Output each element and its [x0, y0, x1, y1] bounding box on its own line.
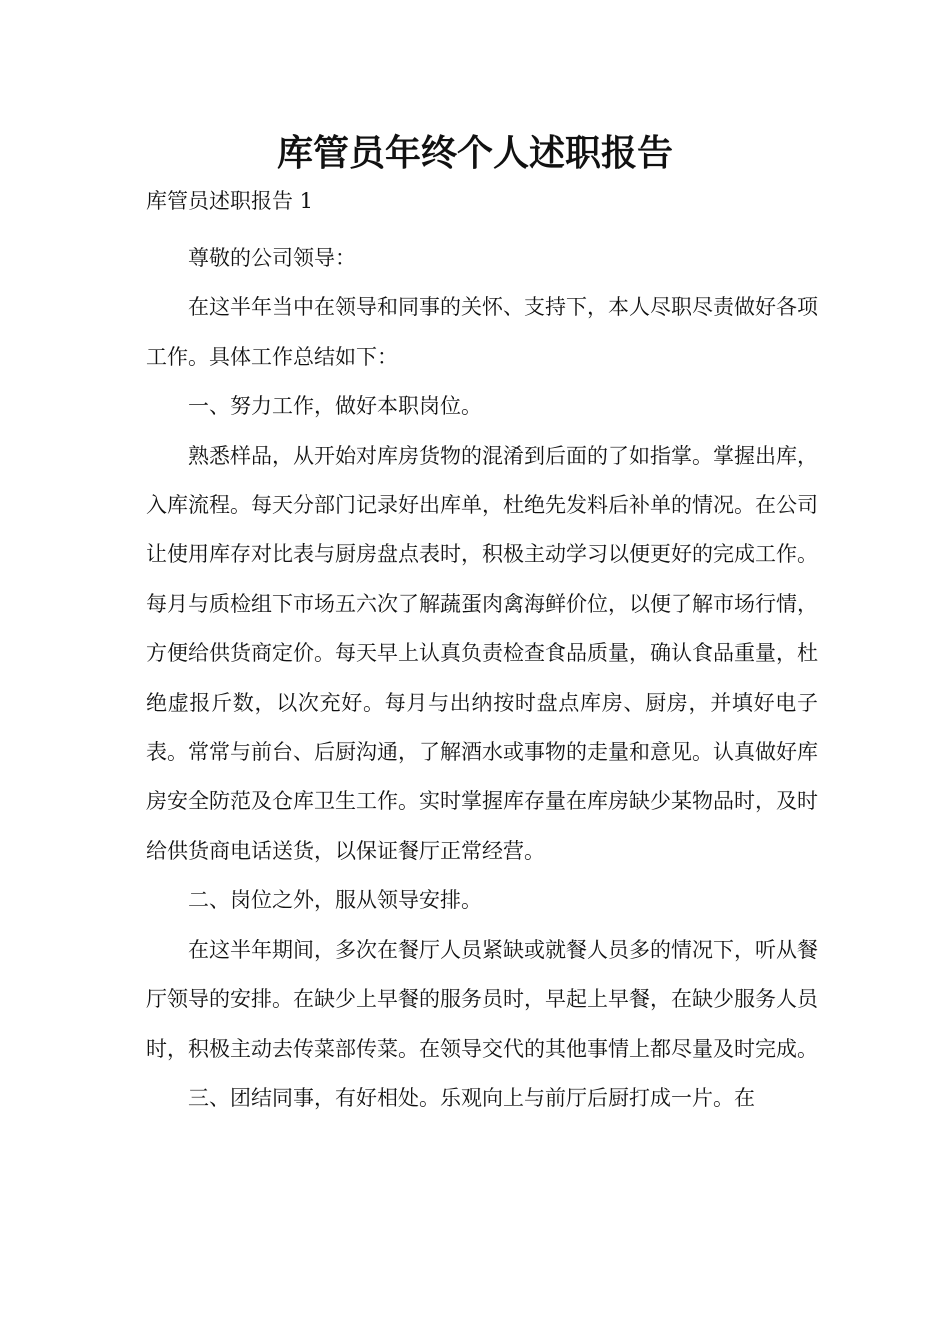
- section-2-paragraph: 在这半年期间，多次在餐厅人员紧缺或就餐人员多的情况下，听从餐厅领导的安排。在缺少上早餐的服务员时，早起上早餐，在缺少服务人员时，积极主动去传菜部传菜。在领导交代的其他事情上都尽量及时完成。: [146, 937, 818, 1061]
- section-heading-1: 一、努力工作，做好本职岗位。: [188, 394, 482, 419]
- document-body: [146, 234, 818, 1123]
- section-heading-2: 二、岗位之外，服从领导安排。: [188, 888, 482, 913]
- section-1-paragraph: 熟悉样品，从开始对库房货物的混淆到后面的了如指掌。掌握出库，入库流程。每天分部门记录好出库单，杜绝先发料后补单的情况。在公司让使用库存对比表与厨房盘点表时，积极主动学习以便更好的完成工作。每月与质检组下市场五六次了解蔬蛋肉禽海鲜价位，以便了解市场行情，方便给供货商定价。每天早上认真负责检查食品质量，确认食品重量，杜绝虚报斤数，以次充好。每月与出纳按时盘点库房、厨房，并填好电子表。常常与前台、后厨沟通，了解酒水或事物的走量和意见。认真做好库房安全防范及仓库卫生工作。实时掌握库存量在库房缺少某物品时，及时给供货商电话送货，以保证餐厅正常经营。: [146, 443, 818, 863]
- intro-paragraph: 在这半年当中在领导和同事的关怀、支持下，本人尽职尽责做好各项工作。具体工作总结如下：: [146, 295, 818, 369]
- report-subtitle: 库管员述职报告 1: [146, 189, 314, 213]
- section-heading-3: 三、团结同事，有好相处。乐观向上与前厅后厨打成一片。在: [188, 1085, 755, 1110]
- salutation: 尊敬的公司领导：: [188, 246, 356, 270]
- document-title: 库管员年终个人述职报告: [276, 132, 673, 174]
